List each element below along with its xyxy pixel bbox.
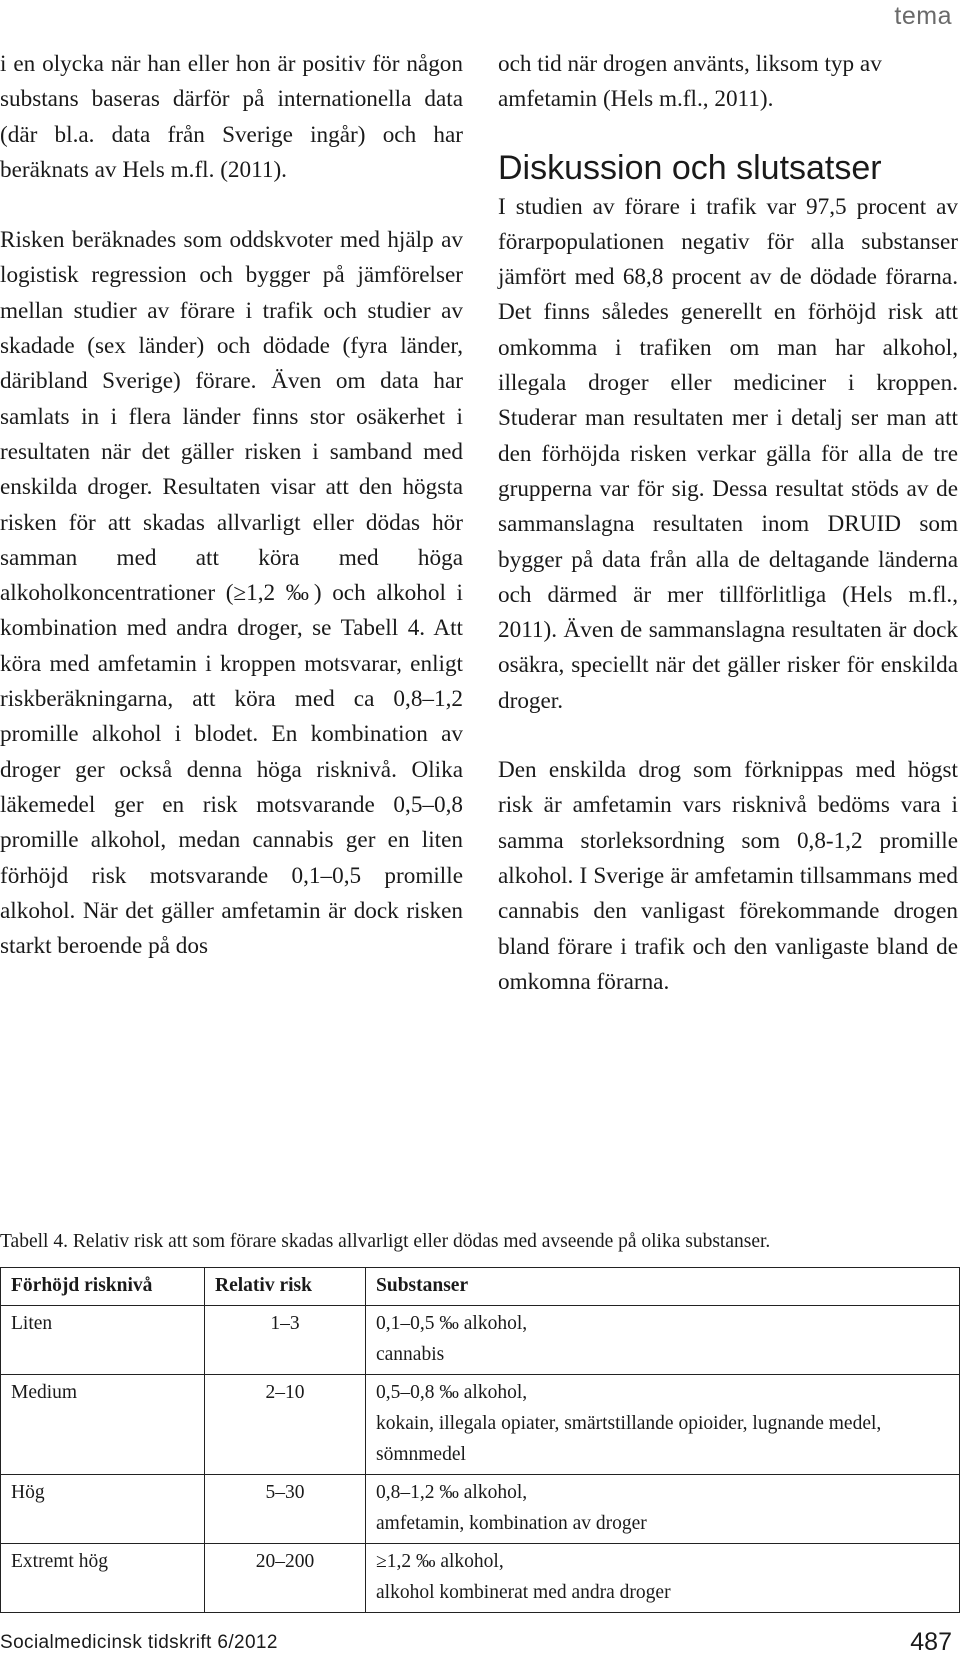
cell-relative-risk: 1–3 — [205, 1306, 366, 1375]
cell-risk-level: Medium — [1, 1375, 205, 1475]
table-row — [1, 1306, 960, 1375]
risk-table — [0, 1267, 960, 1613]
cell-risk-level: Hög — [1, 1475, 205, 1544]
cell-relative-risk: 20–200 — [205, 1544, 366, 1613]
substance-line: 0,1–0,5 ‰ alkohol, — [376, 1313, 528, 1334]
substance-line: cannabis — [376, 1344, 445, 1365]
left-paragraph-2: Risken beräknades som oddskvoter med hjälp av logistisk regression och bygger på jämförelser mellan studier av förare i trafik och studier av skadade (sex länder) och dödade (fyra länder, däribland Sverige) förare. Även om data har samlats in i flera länder finns stor osäkerhet i resultaten när det gäller risken i samband med enskilda droger. Resultaten visar att den högsta risken för att skadas allvarligt eller dödas hör samman med att köra med höga alkoholkoncentrationer (≥1,2 ‰) och alkohol i kombination med andra droger, se Tabell 4. Att köra med amfetamin i kroppen motsvarar, enligt riskberäkningarna, att köra med ca 0,8–1,2 promille alkohol i blodet. En kombination av droger ger också denna höga risknivå. Olika läkemedel ger en risk motsvarande 0,5–0,8 promille alkohol, medan cannabis ger en liten förhöjd risk motsvarande 0,1–0,5 promille alkohol. När det gäller amfetamin är dock risken starkt beroende på dos — [0, 227, 463, 960]
right-paragraph-3: Den enskilda drog som förknippas med högst risk är amfetamin vars risknivå bedöms vara i samma storleksordning som 0,8-1,2 promille alkohol. I Sverige är amfetamin tillsammans med cannabis den vanligast förekommande drogen bland förare i trafik och den vanligaste bland de omkomna förarna. — [498, 757, 958, 995]
right-column — [498, 47, 958, 1000]
substance-line: ≥1,2 ‰ alkohol, — [376, 1551, 504, 1572]
left-paragraph-1: i en olycka när han eller hon är positiv för någon substans baseras därför på internationella data (där bl.a. data från Sverige ingår) och har beräknats av Hels m.fl. (2011). — [0, 51, 463, 183]
cell-substances — [366, 1475, 960, 1544]
header-relative-risk: Relativ risk — [205, 1268, 366, 1306]
page-number: 487 — [910, 1628, 952, 1656]
table-caption: Tabell 4. Relativ risk att som förare skadas allvarligt eller dödas med avseende på olika substanser. — [0, 1231, 771, 1252]
cell-relative-risk: 5–30 — [205, 1475, 366, 1544]
section-tag: tema — [894, 2, 952, 30]
table-row — [1, 1375, 960, 1475]
left-column — [0, 47, 463, 964]
cell-risk-level: Liten — [1, 1306, 205, 1375]
right-paragraph-2: I studien av förare i trafik var 97,5 procent av förarpopulationen negativ för alla substanser jämfört med 68,8 procent av de dödade förarna. Det finns således generellt en förhöjd risk att omkomma i trafiken om man har alkohol, illegala droger eller mediciner i kroppen. Studerar man resultaten mer i detalj ser man att den förhöjda risken verkar gälla för alla de tre grupperna var för sig. Dessa resultat stöds av de sammanslagna resultaten inom DRUID som bygger på data från alla de deltagande länderna och därmed är mer tillförlitliga (Hels m.fl., 2011). Även de sammanslagna resultaten är dock osäkra, speciellt när det gäller risker för enskilda droger. — [498, 193, 958, 714]
cell-substances — [366, 1375, 960, 1475]
substance-line: 0,8–1,2 ‰ alkohol, — [376, 1482, 528, 1503]
cell-substances — [366, 1544, 960, 1613]
substance-line: alkohol kombinerat med andra droger — [376, 1582, 671, 1603]
substance-line: kokain, illegala opiater, smärtstillande opioider, lugnande medel, sömnmedel — [376, 1413, 882, 1465]
table-row — [1, 1475, 960, 1544]
table-header-row — [1, 1268, 960, 1306]
table-row — [1, 1544, 960, 1613]
cell-substances — [366, 1306, 960, 1375]
section-heading: Diskussion och slutsatser — [498, 148, 882, 187]
substance-line: 0,5–0,8 ‰ alkohol, — [376, 1382, 528, 1403]
header-risk-level: Förhöjd risknivå — [1, 1268, 205, 1306]
substance-line: amfetamin, kombination av droger — [376, 1513, 647, 1534]
cell-risk-level: Extremt hög — [1, 1544, 205, 1613]
header-substances: Substanser — [366, 1268, 960, 1306]
journal-footer: Socialmedicinsk tidskrift 6/2012 — [0, 1632, 278, 1653]
right-paragraph-1: och tid när drogen använts, liksom typ av amfetamin (Hels m.fl., 2011). — [498, 51, 882, 113]
cell-relative-risk: 2–10 — [205, 1375, 366, 1475]
